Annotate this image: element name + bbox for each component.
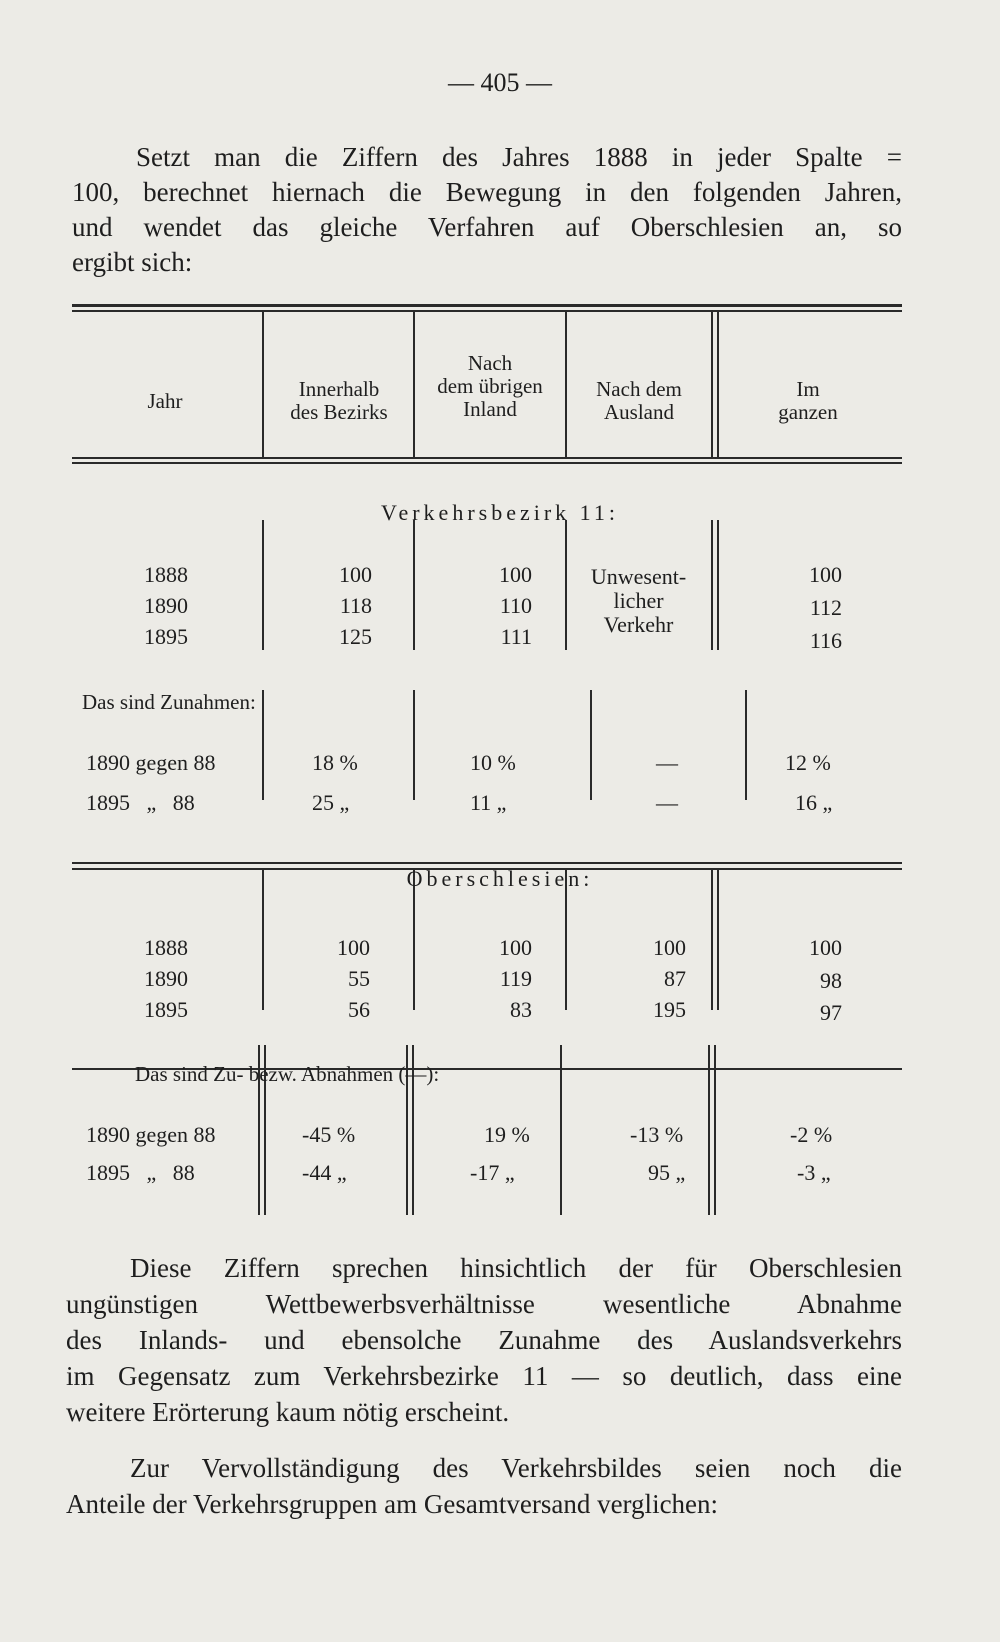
s1-ganzen: 100 <box>809 562 842 587</box>
header-jahr: Jahr <box>147 389 183 413</box>
s2-inland: 119 <box>499 966 532 991</box>
s2-change-innerhalb: -45 % <box>302 1122 356 1147</box>
s1-change-innerhalb: 18 % <box>312 750 358 775</box>
s1-innerhalb: 118 <box>339 593 372 618</box>
intro-line: Setzt man die Ziffern des Jahres 1888 in jeder Spalte = <box>136 142 902 172</box>
section-title-verkehrsbezirk: Verkehrsbezirk 11: <box>381 500 619 525</box>
s2-jahr: 1890 <box>144 966 188 991</box>
header-line: Inland <box>463 397 517 421</box>
col-divider <box>590 690 592 800</box>
s1-inland: 111 <box>500 624 532 649</box>
closing-paragraph <box>66 1450 902 1522</box>
col-divider <box>717 520 719 650</box>
col-divider <box>413 690 415 800</box>
s1-inland: 100 <box>499 562 532 587</box>
s2-innerhalb: 100 <box>337 935 370 960</box>
header-ausland <box>566 378 712 424</box>
header-line: Nach dem <box>596 377 682 401</box>
col-divider <box>708 1045 710 1215</box>
col-divider <box>711 520 713 650</box>
conclusion-line: im Gegensatz zum Verkehrsbezirke 11 — so deutlich, dass eine <box>66 1361 902 1391</box>
intro-line: 100, berechnet hiernach die Bewegung in den folgenden Jahren, <box>72 177 902 207</box>
conclusion-line: Diese Ziffern sprechen hinsichtlich der für Oberschlesien <box>130 1253 902 1283</box>
header-line: Innerhalb <box>298 377 380 401</box>
s1-jahr: 1888 <box>144 562 188 587</box>
header-bottom-rule <box>72 457 902 459</box>
s1-jahr: 1895 <box>144 624 188 649</box>
header-innerhalb <box>264 378 414 424</box>
closing-line: Zur Vervollständigung des Verkehrsbildes seien noch die <box>130 1453 902 1483</box>
page-number: — 405 — <box>448 68 552 97</box>
s2-jahr: 1895 <box>144 997 188 1022</box>
s1-ausland-note <box>566 565 711 637</box>
s1-jahr: 1890 <box>144 593 188 618</box>
header-inland <box>414 352 566 421</box>
header-ganzen <box>718 378 898 424</box>
header-line: ganzen <box>778 400 838 424</box>
s1-innerhalb: 100 <box>339 562 372 587</box>
s2-change-ausland: 95 „ <box>648 1160 686 1185</box>
s2-change-innerhalb: -44 „ <box>302 1160 347 1185</box>
note-line: licher <box>613 588 664 613</box>
s2-ganzen: 100 <box>809 935 842 960</box>
header-line: Im <box>796 377 820 401</box>
s1-change-ganzen: 16 „ <box>795 790 833 815</box>
intro-line: ergibt sich: <box>72 247 193 277</box>
conclusion-line: ungünstigen Wettbewerbsverhältnisse wesentliche Abnahme <box>66 1289 902 1319</box>
col-divider <box>413 520 415 650</box>
s2-ausland: 195 <box>653 997 686 1022</box>
s2-change-ausland: -13 % <box>630 1122 684 1147</box>
s2-inland: 83 <box>510 997 532 1022</box>
intro-line: und wendet das gleiche Verfahren auf Oberschlesien an, so <box>72 212 902 242</box>
closing-line: Anteile der Verkehrsgruppen am Gesamtversand verglichen: <box>66 1489 719 1519</box>
s2-change-inland: -17 „ <box>470 1160 515 1185</box>
s2-change-jahr: 1895 „ 88 <box>86 1160 195 1185</box>
conclusion-line: des Inlands- und ebensolche Zunahme des Auslandsverkehrs <box>66 1325 902 1355</box>
note-line: Unwesent- <box>590 564 687 589</box>
s1-change-innerhalb: 25 „ <box>312 790 350 815</box>
s1-inland: 110 <box>499 593 532 618</box>
table-top-rule-thin <box>72 310 902 312</box>
header-bottom-rule-2 <box>72 462 902 464</box>
conclusion-paragraph <box>66 1250 902 1430</box>
s2-ausland: 100 <box>653 935 686 960</box>
col-divider <box>262 690 264 800</box>
s2-change-ganzen: -3 „ <box>797 1160 831 1185</box>
s2-ausland: 87 <box>664 966 686 991</box>
header-line: Nach <box>467 351 513 375</box>
s2-innerhalb: 56 <box>348 997 370 1022</box>
s2-change-jahr: 1890 gegen 88 <box>86 1122 216 1147</box>
s1-change-jahr: 1890 gegen 88 <box>86 750 216 775</box>
section2-rule <box>72 862 902 864</box>
s1-change-ganzen: 12 % <box>785 750 831 775</box>
s2-change-ganzen: -2 % <box>790 1122 833 1147</box>
col-divider <box>262 520 264 650</box>
section-title-oberschlesien: Oberschlesien: <box>406 866 594 891</box>
col-divider <box>714 1045 716 1215</box>
s2-inland: 100 <box>499 935 532 960</box>
intro-paragraph <box>72 140 902 280</box>
s1-ganzen: 112 <box>809 595 842 620</box>
s1-innerhalb: 125 <box>339 624 372 649</box>
col-divider <box>560 1045 562 1215</box>
s1-change-jahr: 1895 „ 88 <box>86 790 195 815</box>
s2-jahr: 1888 <box>144 935 188 960</box>
s2-change-inland: 19 % <box>484 1122 530 1147</box>
table-top-rule <box>72 304 902 307</box>
s2-caption: Das sind Zu- bezw. Abnahmen (—): <box>135 1062 440 1086</box>
s2-ganzen: 97 <box>820 1000 842 1025</box>
s1-change-inland: 11 „ <box>470 790 507 815</box>
s1-caption: Das sind Zunahmen: <box>82 690 256 714</box>
s1-change-ausland: — <box>656 790 678 815</box>
header-line: Ausland <box>604 400 674 424</box>
conclusion-line: weitere Erörterung kaum nötig erscheint. <box>66 1397 510 1427</box>
s2-innerhalb: 55 <box>348 966 370 991</box>
s1-ganzen: 116 <box>809 628 842 653</box>
s2-ganzen: 98 <box>820 968 842 993</box>
header-line: des Bezirks <box>290 400 388 424</box>
header-line: dem übrigen <box>437 374 543 398</box>
note-line: Verkehr <box>603 612 674 637</box>
s1-change-ausland: — <box>656 750 678 775</box>
col-divider <box>745 690 747 800</box>
s1-change-inland: 10 % <box>470 750 516 775</box>
